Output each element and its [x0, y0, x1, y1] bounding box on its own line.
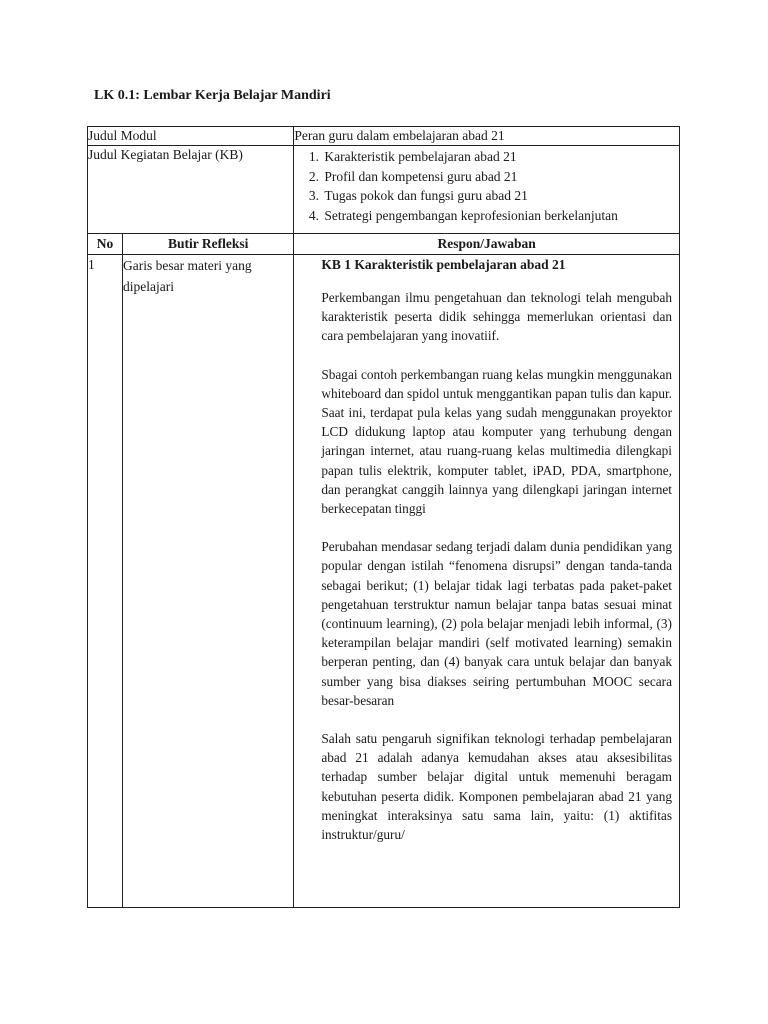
respon-paragraph: Perkembangan ilmu pengetahuan dan teknologi telah mengubah karakteristik peserta didik sehingga memerlukan orientasi dan cara pembelajaran yang inovatiif.	[321, 290, 672, 344]
respon-cell	[294, 255, 680, 908]
kb-item: 3. Tugas pokok dan fungsi guru abad 21	[322, 186, 675, 206]
table-row	[88, 255, 680, 908]
respon-paragraph: Perubahan mendasar sedang terjadi dalam dunia pendidikan yang popular dengan istilah “fenomena disrupsi” dengan tanda-tanda sebagai berikut; (1) belajar tidak lagi terbatas pada paket-paket pengetahuan terstruktur namun belajar tanpa batas sesuai minat (continuum learning), (2) pola belajar menjadi lebih informal, (3) keterampilan belajar mandiri (self motivated learning) semakin berperan penting, dan (4) banyak cara untuk belajar dan banyak sumber yang bisa diakses seiring pertumbuhan MOOC secara besar-besaran	[321, 539, 672, 708]
respon-content	[294, 255, 679, 907]
butir-refleksi: Garis besar materi yang dipelajari	[123, 255, 294, 908]
header-respon: Respon/Jawaban	[294, 234, 680, 255]
respon-paragraph: Salah satu pengaruh signifikan teknologi terhadap pembelajaran abad 21 adalah adanya kemudahan akses atau aksesibilitas terhadap sumber belajar digital untuk memenuhi beragam kebutuhan peserta didik. Komponen pembelajaran abad 21 yang meningkat interaksinya satu sama lain, yaitu: (1) aktifitas instruktur/guru/	[321, 731, 672, 843]
header-no: No	[88, 234, 123, 255]
kb-item: 1. Karakteristik pembelajaran abad 21	[322, 147, 675, 167]
kb-list	[294, 146, 679, 233]
kb-list-cell	[294, 146, 680, 234]
document-title: LK 0.1: Lembar Kerja Belajar Mandiri	[94, 88, 331, 103]
row-judul-modul	[88, 127, 680, 146]
judul-modul-value: Peran guru dalam embelajaran abad 21	[294, 127, 680, 146]
judul-modul-label: Judul Modul	[88, 127, 294, 146]
respon-heading: KB 1 Karakteristik pembelajaran abad 21	[321, 257, 566, 272]
header-butir: Butir Refleksi	[123, 234, 294, 255]
kb-item: 4. Setrategi pengembangan keprofesionian berkelanjutan	[322, 206, 675, 226]
respon-paragraph: Sbagai contoh perkembangan ruang kelas mungkin menggunakan whiteboard dan spidol untuk menggantikan papan tulis dan kapur. Saat ini, terdapat pula kelas yang sudah menggunakan proyektor LCD didukung laptop atau komputer yang terhubung dengan jaringan internet, atau ruang-ruang kelas multimedia dilengkapi papan tulis elektrik, komputer tablet, iPAD, PDA, smartphone, dan perangkat canggih lainnya yang dilengkapi jaringan internet berkecepatan tinggi	[321, 366, 672, 517]
worksheet-table	[87, 126, 680, 908]
judul-kb-label: Judul Kegiatan Belajar (KB)	[88, 146, 294, 234]
row-judul-kb	[88, 146, 680, 234]
header-row	[88, 234, 680, 255]
row-number: 1	[88, 255, 123, 908]
kb-item: 2. Profil dan kompetensi guru abad 21	[322, 167, 675, 187]
